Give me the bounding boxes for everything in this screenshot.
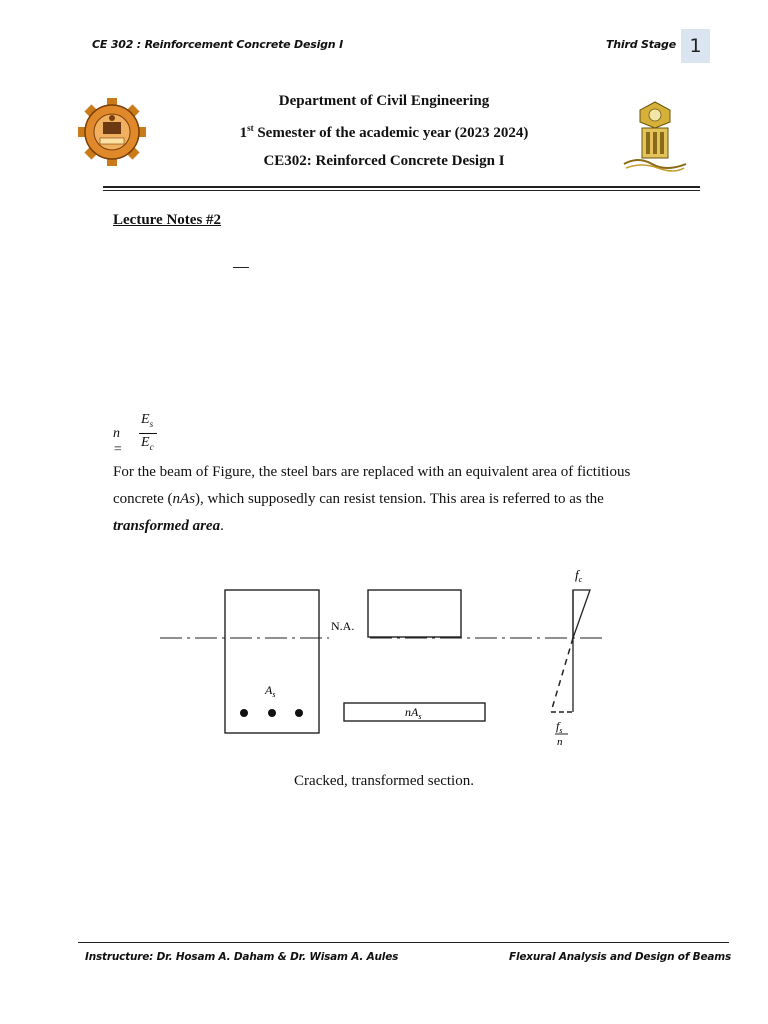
footer-instructors: Instructure: Dr. Hosam A. Daham & Dr. Wisam A. Aules [85, 951, 399, 963]
neutral-axis-label: N.A. [331, 619, 355, 633]
paragraph-period: . [220, 518, 224, 534]
compression-block [368, 590, 461, 637]
steel-bar [268, 709, 276, 717]
compressive-stress-triangle [573, 590, 590, 638]
paragraph-line-1: For the beam of Figure, the steel bars are replaced with an equivalent area of fictitious [113, 464, 631, 480]
header-course: CE 302 : Reinforcement Concrete Design I [92, 38, 343, 51]
figure-caption: Cracked, transformed section. [294, 773, 474, 789]
numerator-sub: s [149, 418, 154, 429]
steel-area-label: $A_s$ [265, 683, 276, 699]
fs-denominator: n [557, 736, 563, 748]
transformed-section-figure [150, 560, 620, 755]
paragraph-line-2 [113, 491, 604, 508]
stray-dash [233, 267, 249, 268]
transformed-area-label: $nA_s$ [405, 705, 422, 721]
steel-bar [295, 709, 303, 717]
header-stage: Third Stage [606, 38, 676, 51]
fc-label: $f_c$ [575, 567, 583, 584]
numerator-e: E [141, 412, 150, 427]
paragraph-line-2-end: ), which supposedly can resist tension. This area is referred to as the [195, 491, 604, 507]
tensile-stress-dashed [551, 638, 573, 712]
paragraph-line-2-start: concrete ( [113, 491, 173, 507]
semester-number: 1 [239, 125, 248, 141]
formula-lhs: n = [113, 426, 123, 457]
transformed-area-term: transformed area [113, 518, 221, 534]
footer-topic: Flexural Analysis and Design of Beams [509, 951, 732, 963]
paragraph-line-3 [113, 518, 224, 535]
title-divider-thin [103, 190, 700, 191]
formula-denominator [141, 435, 154, 452]
fraction-bar [139, 433, 157, 434]
title-divider-thick [103, 186, 700, 188]
steel-bar [240, 709, 248, 717]
fs-label: $f_s$ [556, 719, 563, 735]
lecture-heading: Lecture Notes #2 [113, 212, 222, 228]
formula-numerator [141, 412, 153, 429]
page-number: 1 [689, 35, 702, 57]
department-title: Department of Civil Engineering [278, 93, 490, 109]
denominator-e: E [141, 435, 150, 450]
semester-ordinal: st [247, 123, 254, 133]
paragraph-nas: nAs [172, 491, 196, 507]
course-title: CE302: Reinforced Concrete Design I [263, 153, 505, 169]
semester-text: Semester of the academic year (2023 2024) [253, 125, 529, 141]
footer-divider [78, 942, 729, 943]
page-number-badge [681, 29, 710, 63]
semester-line [0, 123, 768, 142]
denominator-sub: c [149, 441, 154, 452]
